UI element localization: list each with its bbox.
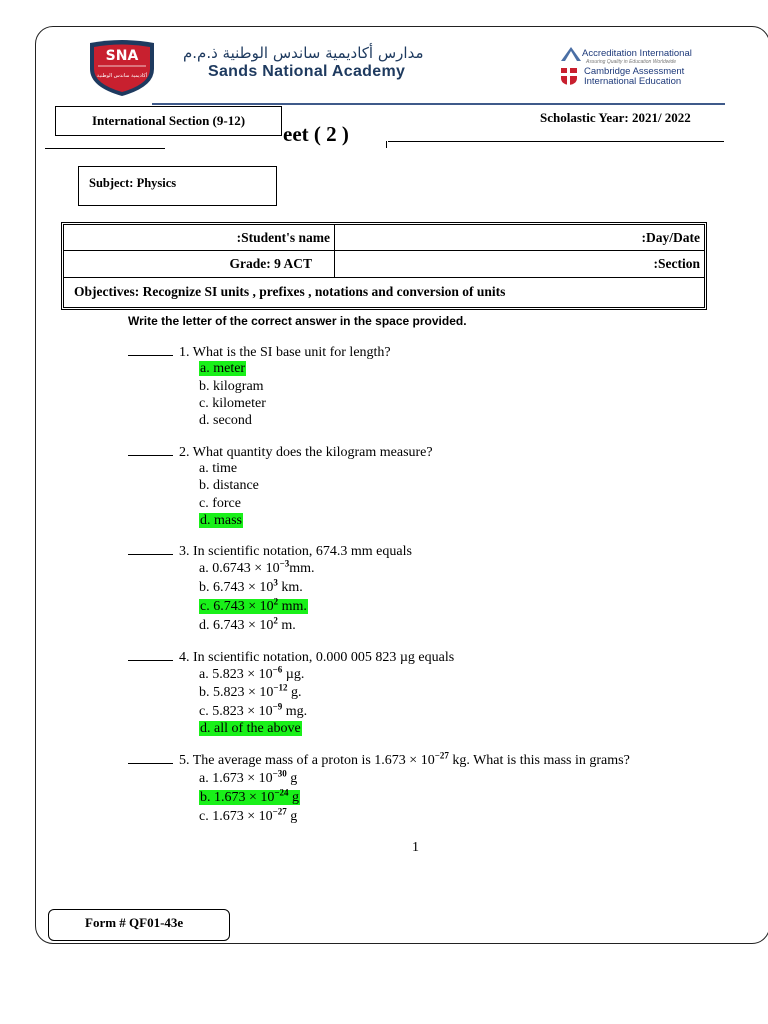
option-1b: b. kilogram xyxy=(199,379,264,394)
cambridge-line1: Cambridge Assessment xyxy=(584,66,685,77)
question-2 xyxy=(128,443,433,461)
title-underline-tick xyxy=(386,141,387,148)
option-1a: a. meter xyxy=(200,361,246,376)
option-4b: b. $5.823 \times 10^{-12}$ g. xyxy=(199,682,302,700)
option-3b: b. $6.743 \times 10^3$ km. xyxy=(199,577,303,595)
option-5c: c. $1.673 \times 10^{-27}$ g xyxy=(199,806,298,824)
question-stem: 3. In scientific notation, 674.3 mm equals xyxy=(179,544,412,559)
option-3a: a. $0.6743 \times 10^{-3}mm$. xyxy=(199,558,315,576)
subject-box: Subject: Physics xyxy=(78,166,277,206)
option-2d: d. mass xyxy=(200,513,242,528)
scholastic-year: Scholastic Year: 2021/ 2022 xyxy=(540,110,691,125)
info-row-grade xyxy=(64,250,704,278)
cambridge-text xyxy=(584,67,684,87)
cambridge-logo xyxy=(560,66,685,91)
accreditation-text: Accreditation International xyxy=(582,48,692,59)
sna-logo xyxy=(88,39,156,97)
answer-blank-1[interactable] xyxy=(128,343,173,356)
question-stem: 5. The average mass of a proton is $1.673 \times 10^{-27}$ kg. What is this mass in grams? xyxy=(179,750,630,768)
option-1c: c. kilometer xyxy=(199,396,266,411)
cambridge-shield-icon xyxy=(560,67,578,86)
title-underline-left xyxy=(45,148,165,149)
cambridge-line2: International Education xyxy=(584,76,682,87)
answer-blank-4[interactable] xyxy=(128,648,173,661)
question-3 xyxy=(128,542,412,560)
question-4 xyxy=(128,648,454,666)
option-4d: d. all of the above xyxy=(200,721,301,736)
option-5a: a. $1.673 \times 10^{-30}$ g xyxy=(199,768,298,786)
question-5 xyxy=(128,751,630,769)
option-4c: c. $5.823 \times 10^{-9}$ mg. xyxy=(199,701,308,719)
question-stem: 4. In scientific notation, 0.000 005 823 µg equals xyxy=(179,650,455,665)
day-date-label: :Day/Date xyxy=(641,230,700,245)
info-table-divider xyxy=(334,225,335,277)
section-field-label: :Section xyxy=(653,256,700,271)
school-arabic-name: مدارس أكاديمية ساندس الوطنية ذ.م.م xyxy=(183,44,424,62)
grade-label: Grade: 9 ACT xyxy=(229,256,312,271)
option-2c: c. force xyxy=(199,496,241,511)
info-row-name xyxy=(64,225,704,251)
form-number: Form # QF01-43e xyxy=(48,909,230,941)
answer-blank-2[interactable] xyxy=(128,443,173,456)
question-stem: 2. What quantity does the kilogram measure? xyxy=(179,445,433,460)
accreditation-icon xyxy=(560,46,582,62)
answer-blank-5[interactable] xyxy=(128,751,173,764)
page-number: 1 xyxy=(412,840,419,855)
sheet-title: eet ( 2 ) xyxy=(283,122,349,146)
objectives-text: Objectives: Recognize SI units , prefixes , notations and conversion of units xyxy=(74,284,506,299)
page-frame xyxy=(35,26,768,944)
logo-text: SNA xyxy=(105,48,139,64)
option-4a: a. $5.823 \times 10^{-6}$ µg. xyxy=(199,664,305,682)
question-stem: 1. What is the SI base unit for length? xyxy=(179,345,391,360)
option-1d: d. second xyxy=(199,413,252,428)
student-info-table xyxy=(61,222,707,310)
instruction-text: Write the letter of the correct answer in the space provided. xyxy=(128,314,467,328)
option-2a: a. time xyxy=(199,461,238,476)
header-divider xyxy=(152,103,725,105)
question-1 xyxy=(128,343,391,361)
logo-arabic-text: أكاديمية ساندس الوطنية xyxy=(96,73,148,79)
option-3c: c. $6.743 \times 10^2$ mm. xyxy=(200,596,307,614)
student-name-label: :Student's name xyxy=(236,230,330,245)
option-2b: b. distance xyxy=(199,478,259,493)
school-english-name: Sands National Academy xyxy=(208,63,406,80)
option-3d: d. $6.743 \times 10^2$ m. xyxy=(199,615,296,633)
option-5b: b. $1.673 \times 10^{-24}$ g xyxy=(200,787,300,805)
accreditation-tagline: Assuring Quality in Education Worldwide xyxy=(586,59,677,65)
section-label: International Section (9-12) xyxy=(55,106,282,136)
title-underline-right xyxy=(388,141,724,142)
answer-blank-3[interactable] xyxy=(128,542,173,555)
